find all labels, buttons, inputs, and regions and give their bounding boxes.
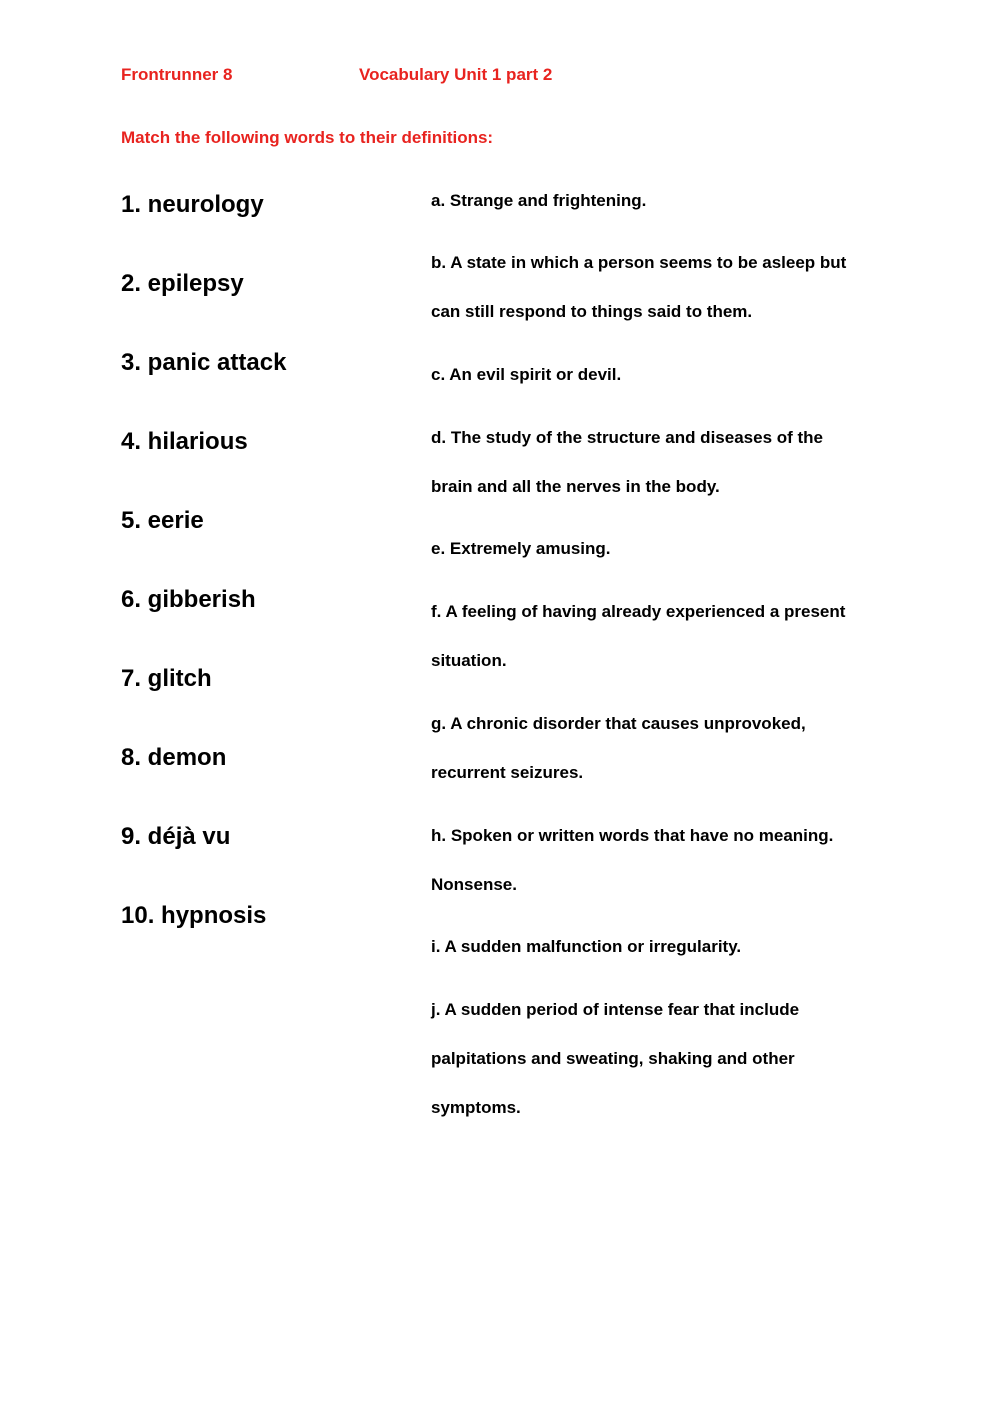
definition-b: b. A state in which a person seems to be asleep but <box>431 253 847 272</box>
definition-i: i. A sudden malfunction or irregularity. <box>431 937 742 956</box>
definition-f: f. A feeling of having already experienced a present <box>431 602 846 621</box>
definition-j-cont: symptoms. <box>431 1098 521 1117</box>
definition-j-cont: palpitations and sweating, shaking and other <box>431 1049 795 1068</box>
course-title: Frontrunner 8 <box>121 65 233 84</box>
definition-g: g. A chronic disorder that causes unprovoked, <box>431 714 806 733</box>
word-item: 6. gibberish <box>121 586 256 613</box>
word-item: 5. eerie <box>121 507 204 534</box>
word-item: 4. hilarious <box>121 428 248 455</box>
definition-f-cont: situation. <box>431 651 507 670</box>
definition-a: a. Strange and frightening. <box>431 191 647 210</box>
definition-d: d. The study of the structure and diseases of the <box>431 428 824 447</box>
definition-b-cont: can still respond to things said to them. <box>431 302 753 321</box>
word-item: 9. déjà vu <box>121 823 231 850</box>
word-item: 7. glitch <box>121 665 212 692</box>
instruction-text: Match the following words to their definitions: <box>121 128 494 147</box>
word-item: 3. panic attack <box>121 349 287 376</box>
definition-j: j. A sudden period of intense fear that include <box>431 1000 800 1019</box>
word-item: 8. demon <box>121 744 227 771</box>
definition-h: h. Spoken or written words that have no meaning. <box>431 826 834 845</box>
definition-d-cont: brain and all the nerves in the body. <box>431 477 720 496</box>
definition-c: c. An evil spirit or devil. <box>431 365 622 384</box>
definition-g-cont: recurrent seizures. <box>431 763 584 782</box>
definition-e: e. Extremely amusing. <box>431 539 611 558</box>
word-item: 10. hypnosis <box>121 902 267 929</box>
unit-title: Vocabulary Unit 1 part 2 <box>359 65 553 84</box>
word-item: 2. epilepsy <box>121 270 244 297</box>
word-item: 1. neurology <box>121 191 264 218</box>
definition-h-cont: Nonsense. <box>431 875 517 894</box>
